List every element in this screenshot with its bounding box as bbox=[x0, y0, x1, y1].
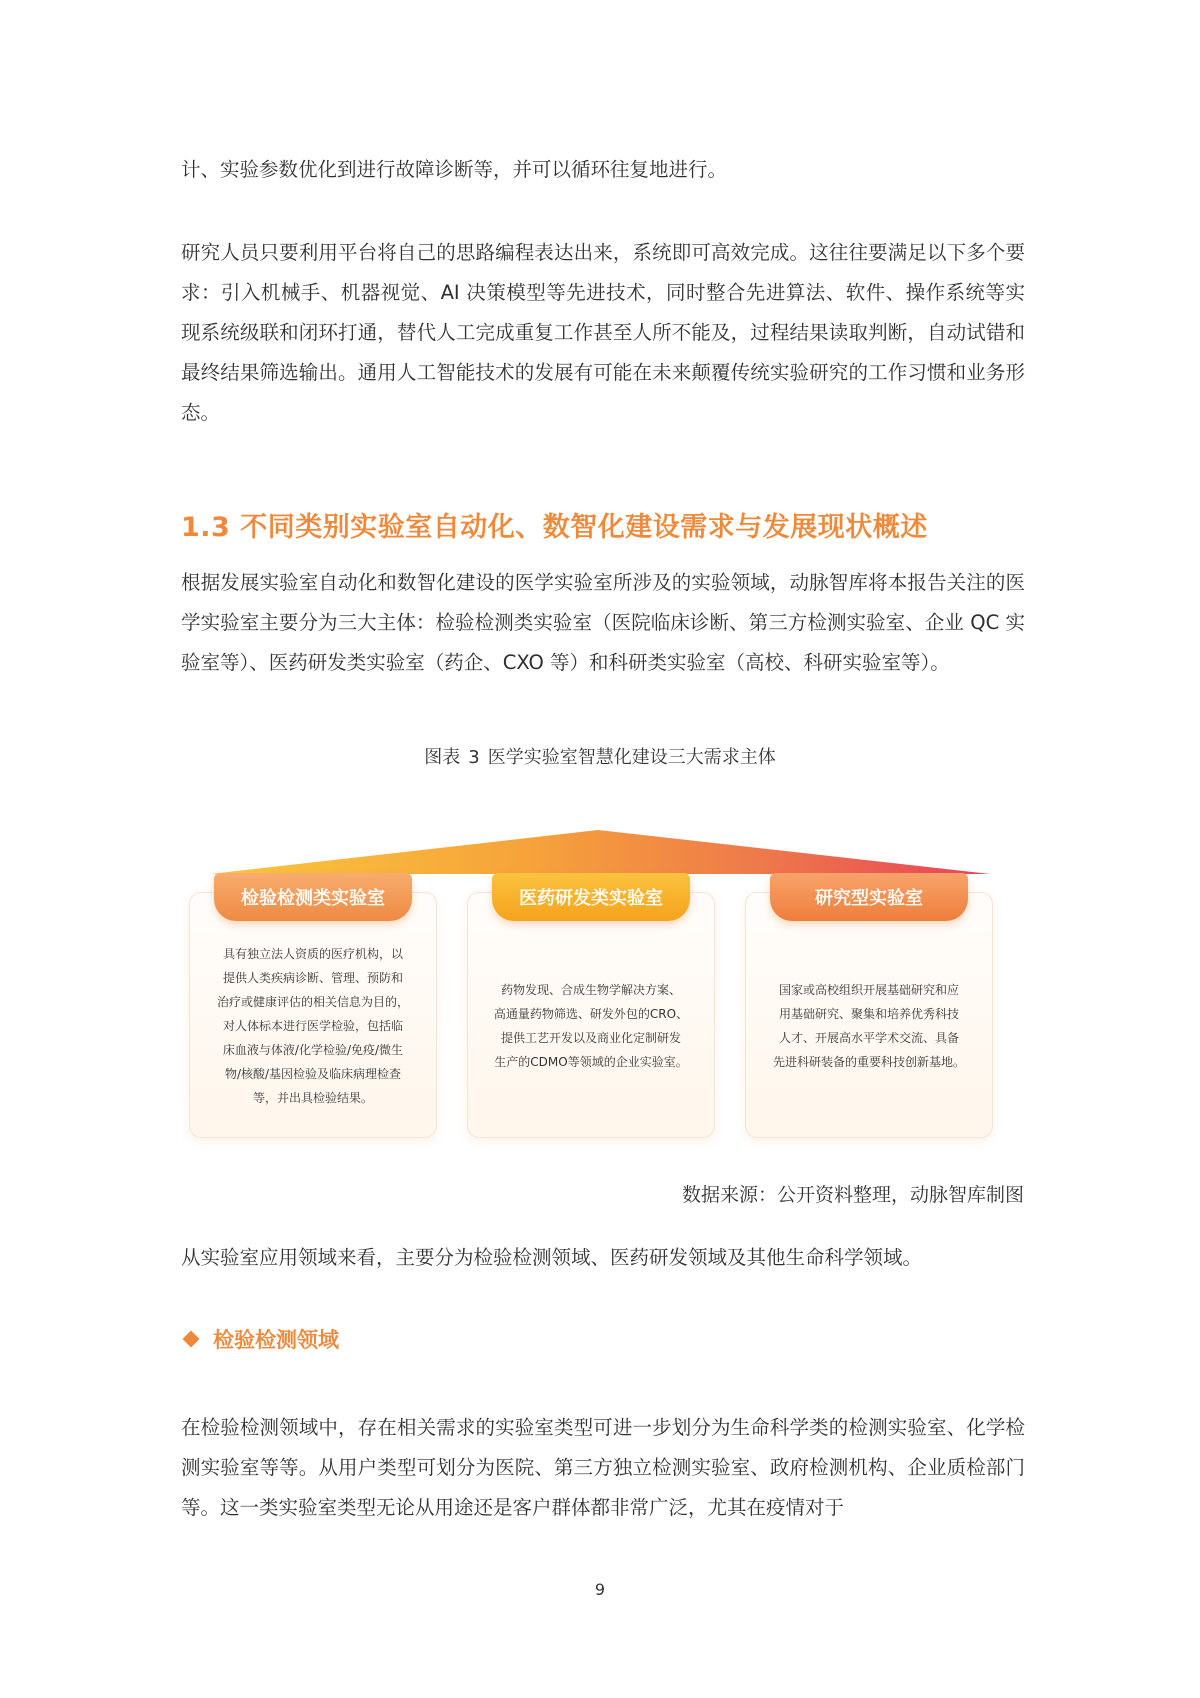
card-testing-lab-title: 检验检测类实验室 bbox=[214, 873, 412, 921]
card-line: 对人体标本进行医学检验，包括临 bbox=[222, 1019, 403, 1033]
paragraph-4: 从实验室应用领域来看，主要分为检验检测领域、医药研发领域及其他生命科学领域。 bbox=[181, 1246, 923, 1269]
card-line: 用基础研究、聚集和培养优秀科技 bbox=[778, 1007, 959, 1021]
card-line: 生产的CDMO等领域的企业实验室。 bbox=[494, 1055, 688, 1069]
figure-caption-text: 医学实验室智慧化建设三大需求主体 bbox=[487, 747, 776, 768]
paragraph-3: 根据发展实验室自动化和数智化建设的医学实验室所涉及的实验领域，动脉智库将本报告关注的医学实验室主要分为三大主体：检验检测类实验室（医院临床诊断、第三方检测实验室、企业 QC 实验室等）、医药研发类实验室（药企、CXO 等）和科研类实验室（高校、科研实验室等）。 bbox=[181, 571, 1025, 674]
card-line: 等，并出具检验结果。 bbox=[252, 1091, 373, 1105]
figure-caption-prefix: 图表 bbox=[424, 747, 461, 768]
card-testing-lab-description bbox=[204, 929, 422, 1123]
card-line: 物/核酸/基因检验及临床病理检查 bbox=[224, 1067, 402, 1081]
sub-heading bbox=[181, 1324, 339, 1354]
card-line: 具有独立法人资质的医疗机构，以 bbox=[222, 947, 403, 961]
paragraph-2: 研究人员只要利用平台将自己的思路编程表达出来，系统即可高效完成。这往往要满足以下多个要求：引入机械手、机器视觉、AI 决策模型等先进技术，同时整合先进算法、软件、操作系统等实现系统级联和闭环打通，替代人工完成重复工作甚至人所不能及，过程结果读取判断，自动试错和最终结果筛选输出。通用人工智能技术的发展有可能在未来颠覆传统实验研究的工作习惯和业务形态。 bbox=[181, 241, 1025, 424]
figure-caption bbox=[0, 743, 1200, 769]
card-line: 药物发现、合成生物学解决方案、 bbox=[500, 983, 681, 997]
card-line: 人才、开展高水平学术交流、具备 bbox=[778, 1031, 959, 1045]
card-line: 提供人类疾病诊断、管理、预防和 bbox=[222, 971, 403, 985]
figure-caption-number: 3 bbox=[468, 747, 480, 768]
card-line: 提供工艺开发以及商业化定制研发 bbox=[500, 1031, 681, 1045]
card-pharma-rd-lab-title: 医药研发类实验室 bbox=[492, 873, 690, 921]
card-line: 治疗或健康评估的相关信息为目的， bbox=[216, 995, 409, 1009]
diamond-bullet-icon bbox=[183, 1331, 200, 1348]
paragraph-1: 计、实验参数优化到进行故障诊断等，并可以循环往复地进行。 bbox=[181, 158, 728, 181]
figure-banner-arrow bbox=[210, 826, 990, 878]
sub-heading-text: 检验检测领域 bbox=[213, 1328, 339, 1352]
page-number: 9 bbox=[594, 1580, 606, 1599]
card-research-lab bbox=[745, 888, 993, 1138]
card-line: 国家或高校组织开展基础研究和应 bbox=[778, 983, 959, 997]
banner-triangle bbox=[210, 830, 990, 874]
paragraph-5: 在检验检测领域中，存在相关需求的实验室类型可进一步划分为生命科学类的检测实验室、化学检测实验室等等。从用户类型可划分为医院、第三方独立检测实验室、政府检测机构、企业质检部门等。这一类实验室类型无论从用途还是客户群体都非常广泛，尤其在疫情对于 bbox=[181, 1416, 1025, 1519]
card-research-lab-description bbox=[760, 929, 978, 1123]
card-line: 先进科研装备的重要科技创新基地。 bbox=[772, 1055, 965, 1069]
card-pharma-rd-lab bbox=[467, 888, 715, 1138]
card-line: 床血液与体液/化学检验/免疫/微生 bbox=[222, 1043, 404, 1057]
section-title: 1.3 不同类别实验室自动化、数智化建设需求与发展现状概述 bbox=[181, 512, 928, 543]
card-research-lab-title: 研究型实验室 bbox=[770, 873, 968, 921]
card-testing-lab bbox=[189, 888, 437, 1138]
figure-source: 数据来源：公开资料整理，动脉智库制图 bbox=[681, 1184, 1024, 1206]
card-pharma-rd-lab-description bbox=[482, 929, 700, 1123]
card-line: 高通量药物筛选、研发外包的CRO、 bbox=[493, 1007, 689, 1021]
